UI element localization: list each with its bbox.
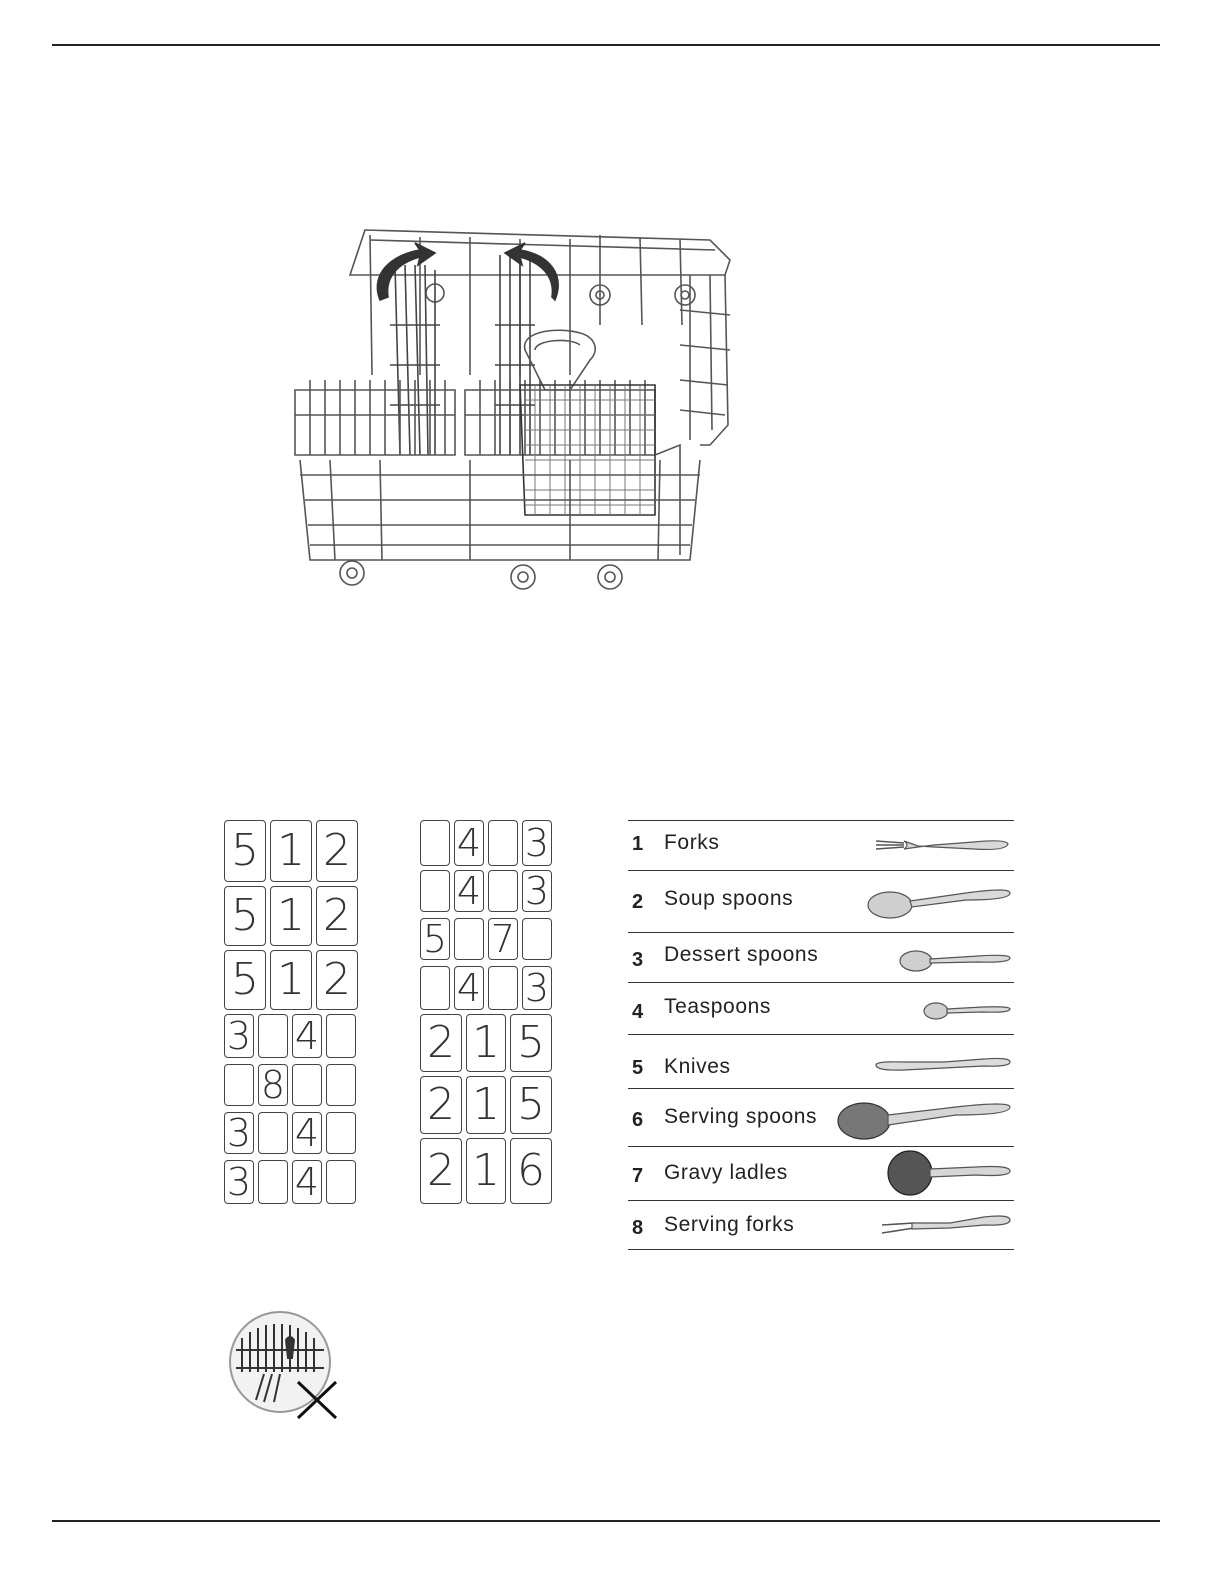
- basket-slot: [292, 1064, 322, 1106]
- left-cutlery-basket: [224, 820, 360, 1208]
- basket-slot: [224, 1064, 254, 1106]
- legend-row-teaspoons: [628, 982, 1014, 1035]
- serving-spoon-icon: [836, 1095, 1014, 1141]
- basket-slot: [488, 820, 518, 866]
- cutlery-warning-icon: [228, 1310, 340, 1422]
- basket-slot: [258, 1160, 288, 1204]
- right-cutlery-basket: [420, 820, 554, 1208]
- basket-slot: 7: [488, 918, 518, 960]
- basket-slot: 1: [270, 950, 312, 1010]
- basket-slot: 2: [420, 1014, 462, 1072]
- basket-slot: [326, 1064, 356, 1106]
- basket-slot: 4: [454, 820, 484, 866]
- top-rule: [52, 44, 1160, 46]
- legend-number: 4: [632, 1001, 644, 1023]
- basket-slot: [258, 1014, 288, 1058]
- legend-number: 7: [632, 1165, 644, 1187]
- basket-slot: 4: [292, 1112, 322, 1154]
- basket-slot: 2: [420, 1138, 462, 1204]
- basket-slot: 1: [270, 820, 312, 882]
- legend-row-serving-forks: [628, 1200, 1014, 1250]
- legend-number: 2: [632, 891, 644, 913]
- basket-slot: 6: [510, 1138, 552, 1204]
- legend-number: 8: [632, 1217, 644, 1239]
- legend-label: Serving spoons: [664, 1105, 818, 1128]
- basket-slot: 3: [224, 1160, 254, 1204]
- fork-icon: [874, 831, 1014, 861]
- basket-slot: 1: [270, 886, 312, 946]
- basket-slot: [326, 1112, 356, 1154]
- gravy-ladle-icon: [886, 1149, 1014, 1197]
- basket-slot: [420, 820, 450, 866]
- legend-label: Soup spoons: [664, 887, 794, 910]
- basket-slot: [420, 870, 450, 912]
- soup-spoon-icon: [866, 883, 1014, 923]
- basket-slot: 5: [510, 1014, 552, 1072]
- basket-slot: [488, 870, 518, 912]
- basket-slot: 3: [522, 966, 552, 1010]
- legend-number: 3: [632, 949, 644, 971]
- basket-slot: 2: [316, 820, 358, 882]
- basket-slot: 4: [454, 870, 484, 912]
- basket-slot: 2: [316, 950, 358, 1010]
- legend-label: Forks: [664, 831, 720, 854]
- basket-slot: 4: [454, 966, 484, 1010]
- knife-icon: [874, 1053, 1014, 1079]
- basket-slot: 2: [316, 886, 358, 946]
- basket-slot: 5: [224, 950, 266, 1010]
- legend-row-serving-spoons: [628, 1088, 1014, 1147]
- basket-slot: 3: [522, 820, 552, 866]
- cutlery-legend: [628, 820, 1014, 1250]
- basket-slot: 3: [522, 870, 552, 912]
- legend-row-soup-spoons: [628, 870, 1014, 933]
- basket-slot: 4: [292, 1014, 322, 1058]
- basket-slot: 5: [224, 820, 266, 882]
- legend-label: Dessert spoons: [664, 943, 819, 966]
- legend-label: Gravy ladles: [664, 1161, 788, 1184]
- basket-slot: 2: [420, 1076, 462, 1134]
- basket-slot: [420, 966, 450, 1010]
- serving-fork-icon: [880, 1211, 1014, 1241]
- basket-slot: 3: [224, 1014, 254, 1058]
- basket-slot: [522, 918, 552, 960]
- basket-slot: [454, 918, 484, 960]
- dessert-spoon-icon: [898, 945, 1014, 975]
- legend-row-knives: [628, 1034, 1014, 1089]
- basket-slot: [488, 966, 518, 1010]
- legend-row-dessert-spoons: [628, 932, 1014, 983]
- dishwasher-rack-illustration: [270, 215, 750, 610]
- basket-slot: 1: [466, 1076, 506, 1134]
- basket-slot: 1: [466, 1014, 506, 1072]
- teaspoon-icon: [922, 997, 1014, 1023]
- legend-row-gravy-ladles: [628, 1146, 1014, 1201]
- basket-slot: 5: [224, 886, 266, 946]
- basket-slot: 1: [466, 1138, 506, 1204]
- basket-slot: 5: [510, 1076, 552, 1134]
- basket-slot: [326, 1014, 356, 1058]
- basket-slot: [326, 1160, 356, 1204]
- legend-number: 1: [632, 833, 644, 855]
- basket-slot: 4: [292, 1160, 322, 1204]
- basket-slot: [258, 1112, 288, 1154]
- legend-number: 5: [632, 1057, 644, 1079]
- legend-row-forks: [628, 820, 1014, 871]
- legend-label: Teaspoons: [664, 995, 771, 1018]
- legend-label: Serving forks: [664, 1213, 795, 1236]
- bottom-rule: [52, 1520, 1160, 1522]
- legend-number: 6: [632, 1109, 644, 1131]
- basket-slot: 3: [224, 1112, 254, 1154]
- basket-slot: 8: [258, 1064, 288, 1106]
- basket-slot: 5: [420, 918, 450, 960]
- legend-label: Knives: [664, 1055, 731, 1078]
